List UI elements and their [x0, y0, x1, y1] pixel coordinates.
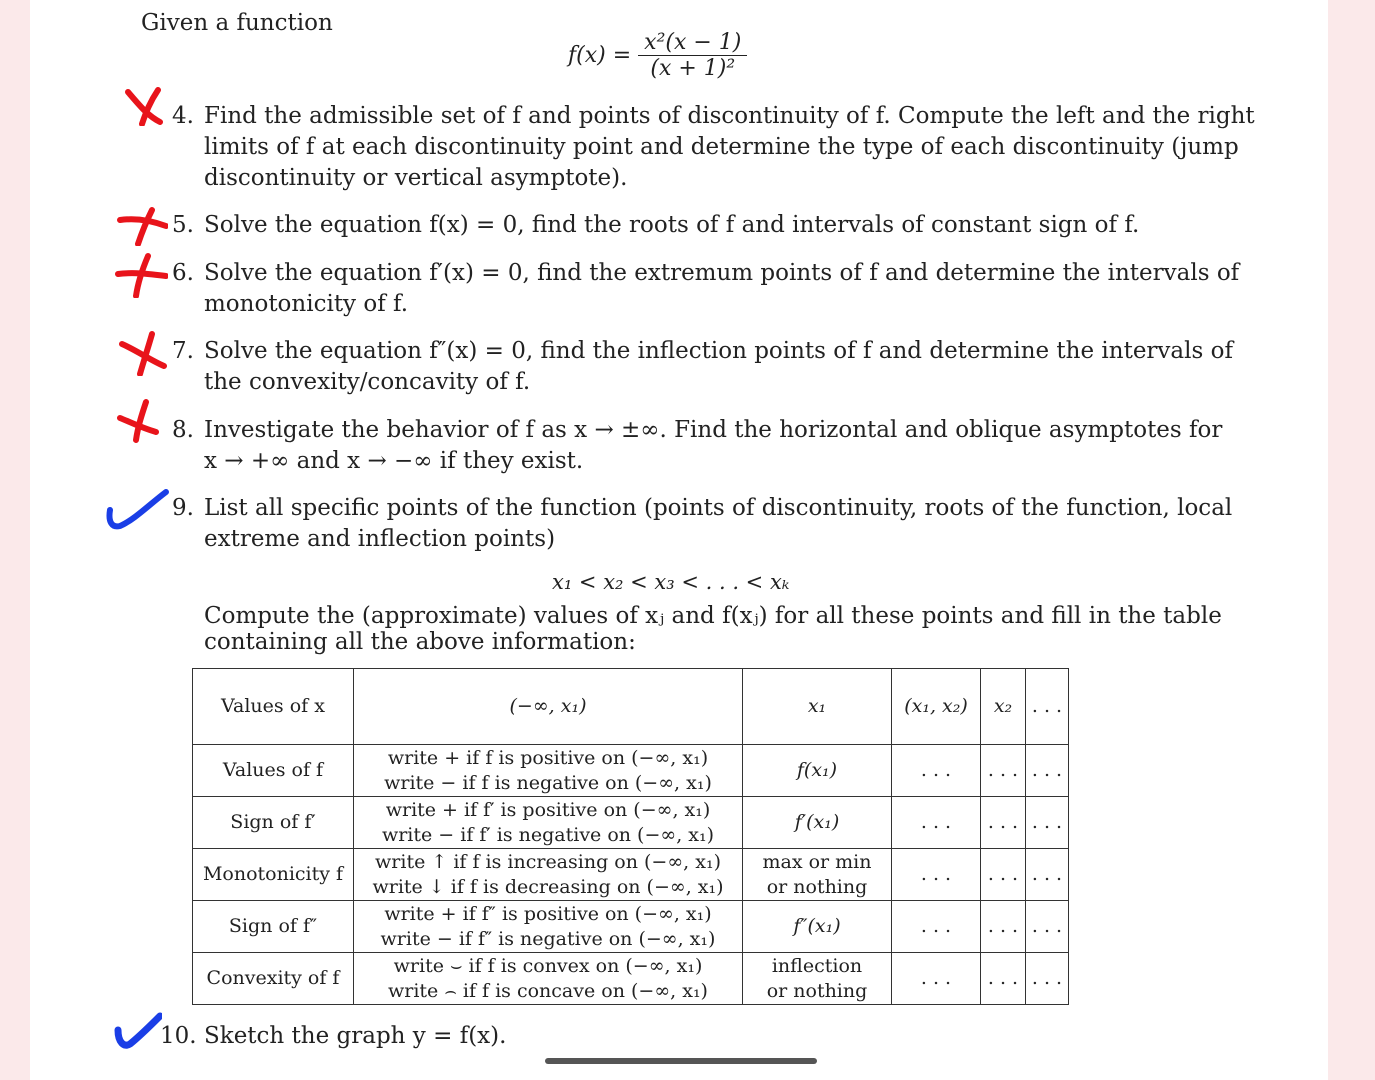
formula-denominator: (x + 1)²: [638, 55, 747, 81]
compute-line-1: Compute the (approximate) values of xⱼ and f(xⱼ) for all these points and fill in the table: [204, 603, 1222, 629]
table-cell: . . .: [1026, 745, 1069, 797]
table-cell: . . .: [1026, 849, 1069, 901]
compute-line-2: containing all the above information:: [204, 629, 636, 655]
description-line: write + if f″ is positive on (−∞, x₁): [384, 902, 712, 925]
description-line: write + if f′ is positive on (−∞, x₁): [385, 798, 711, 821]
blue-check-mark: [112, 1010, 162, 1050]
description-line: write + if f is positive on (−∞, x₁): [387, 746, 709, 769]
table-cell: . . .: [892, 901, 981, 953]
red-cross-mark: [118, 86, 166, 126]
description-line: write − if f′ is negative on (−∞, x₁): [381, 823, 715, 846]
description-line: write − if f″ is negative on (−∞, x₁): [380, 927, 716, 950]
description-line: write − if f is negative on (−∞, x₁): [384, 771, 712, 794]
description-line: or nothing: [766, 979, 868, 1002]
item-4-line-3: discontinuity or vertical asymptote).: [204, 165, 628, 191]
description-line: inflection: [771, 954, 863, 977]
item-number: 7.: [172, 338, 194, 364]
table-cell: . . .: [1026, 901, 1069, 953]
item-9-line-2: extreme and inflection points): [204, 526, 556, 552]
red-cross-mark: [114, 252, 168, 298]
item-number: 8.: [172, 417, 194, 443]
table-row: [193, 797, 1069, 849]
row-description: [354, 901, 743, 953]
formula-lhs: f(x) =: [568, 43, 632, 68]
home-indicator-bar[interactable]: [545, 1058, 817, 1064]
item-number: 10.: [160, 1023, 197, 1049]
row-description: [354, 953, 743, 1005]
row-label: Sign of f″: [193, 901, 354, 953]
value-at-x1: [743, 849, 892, 901]
table-cell: . . .: [1026, 797, 1069, 849]
row-label: Monotonicity f: [193, 849, 354, 901]
red-cross-mark: [116, 206, 168, 246]
item-9-line-1: List all specific points of the function (points of discontinuity, roots of the function, local: [204, 495, 1233, 521]
ordering-formula: x₁ < x₂ < x₃ < . . . < xₖ: [552, 570, 790, 594]
value-at-x1: [743, 953, 892, 1005]
table-cell: . . .: [892, 953, 981, 1005]
item-10-line-1: Sketch the graph y = f(x).: [204, 1023, 507, 1049]
item-6-line-1: Solve the equation f′(x) = 0, find the extremum points of f and determine the intervals of: [204, 260, 1240, 286]
table-cell: . . .: [981, 953, 1026, 1005]
row-description: [354, 745, 743, 797]
value-at-x1: f″(x₁): [743, 901, 892, 953]
blue-check-mark: [104, 486, 170, 532]
table-header-cell: . . .: [1026, 669, 1069, 745]
description-line: write ⌣ if f is convex on (−∞, x₁): [393, 954, 703, 977]
item-4-line-1: Find the admissible set of f and points of discontinuity of f. Compute the left and the right: [204, 103, 1255, 129]
item-8-line-1: Investigate the behavior of f as x → ±∞. Find the horizontal and oblique asymptotes for: [204, 417, 1223, 443]
formula-numerator: x²(x − 1): [644, 30, 742, 55]
table-cell: . . .: [981, 849, 1026, 901]
formula-fraction: [638, 30, 747, 81]
value-at-x1: f′(x₁): [743, 797, 892, 849]
item-7-line-1: Solve the equation f″(x) = 0, find the inflection points of f and determine the intervals of: [204, 338, 1233, 364]
row-description: [354, 797, 743, 849]
table-cell: . . .: [981, 797, 1026, 849]
table-header-cell: (−∞, x₁): [354, 669, 743, 745]
description-line: write ↑ if f is increasing on (−∞, x₁): [375, 850, 721, 873]
row-label: Sign of f′: [193, 797, 354, 849]
function-formula: [568, 30, 747, 81]
table-cell: . . .: [892, 745, 981, 797]
table-cell: . . .: [981, 745, 1026, 797]
red-cross-mark: [118, 330, 168, 376]
table-row: [193, 953, 1069, 1005]
table-header-cell: Values of x: [193, 669, 354, 745]
description-line: max or min: [762, 850, 872, 873]
row-label: Values of f: [193, 745, 354, 797]
table-header-cell: (x₁, x₂): [892, 669, 981, 745]
item-number: 5.: [172, 212, 194, 238]
table-cell: . . .: [981, 901, 1026, 953]
item-8-line-2: x → +∞ and x → −∞ if they exist.: [204, 448, 584, 474]
item-number: 4.: [172, 103, 194, 129]
summary-table: [192, 668, 1069, 1005]
table-header-cell: x₂: [981, 669, 1026, 745]
table-cell: . . .: [892, 849, 981, 901]
table-header-cell: x₁: [743, 669, 892, 745]
table-cell: . . .: [1026, 953, 1069, 1005]
description-line: write ⌢ if f is concave on (−∞, x₁): [388, 979, 708, 1002]
row-description: [354, 849, 743, 901]
item-7-line-2: the convexity/concavity of f.: [204, 369, 531, 395]
item-6-line-2: monotonicity of f.: [204, 291, 409, 317]
row-label: Convexity of f: [193, 953, 354, 1005]
description-line: write ↓ if f is decreasing on (−∞, x₁): [372, 875, 724, 898]
value-at-x1: f(x₁): [743, 745, 892, 797]
red-cross-mark: [116, 398, 162, 444]
intro-text: Given a function: [141, 10, 333, 36]
table-header-row: [193, 669, 1069, 745]
table-row: [193, 745, 1069, 797]
item-4-line-2: limits of f at each discontinuity point and determine the type of each discontinuity (jump: [204, 134, 1239, 160]
table-row: [193, 849, 1069, 901]
item-number: 6.: [172, 260, 194, 286]
table-cell: . . .: [892, 797, 981, 849]
table-row: [193, 901, 1069, 953]
item-number: 9.: [172, 495, 194, 521]
item-5-line-1: Solve the equation f(x) = 0, find the roots of f and intervals of constant sign of f.: [204, 212, 1140, 238]
description-line: or nothing: [766, 875, 868, 898]
